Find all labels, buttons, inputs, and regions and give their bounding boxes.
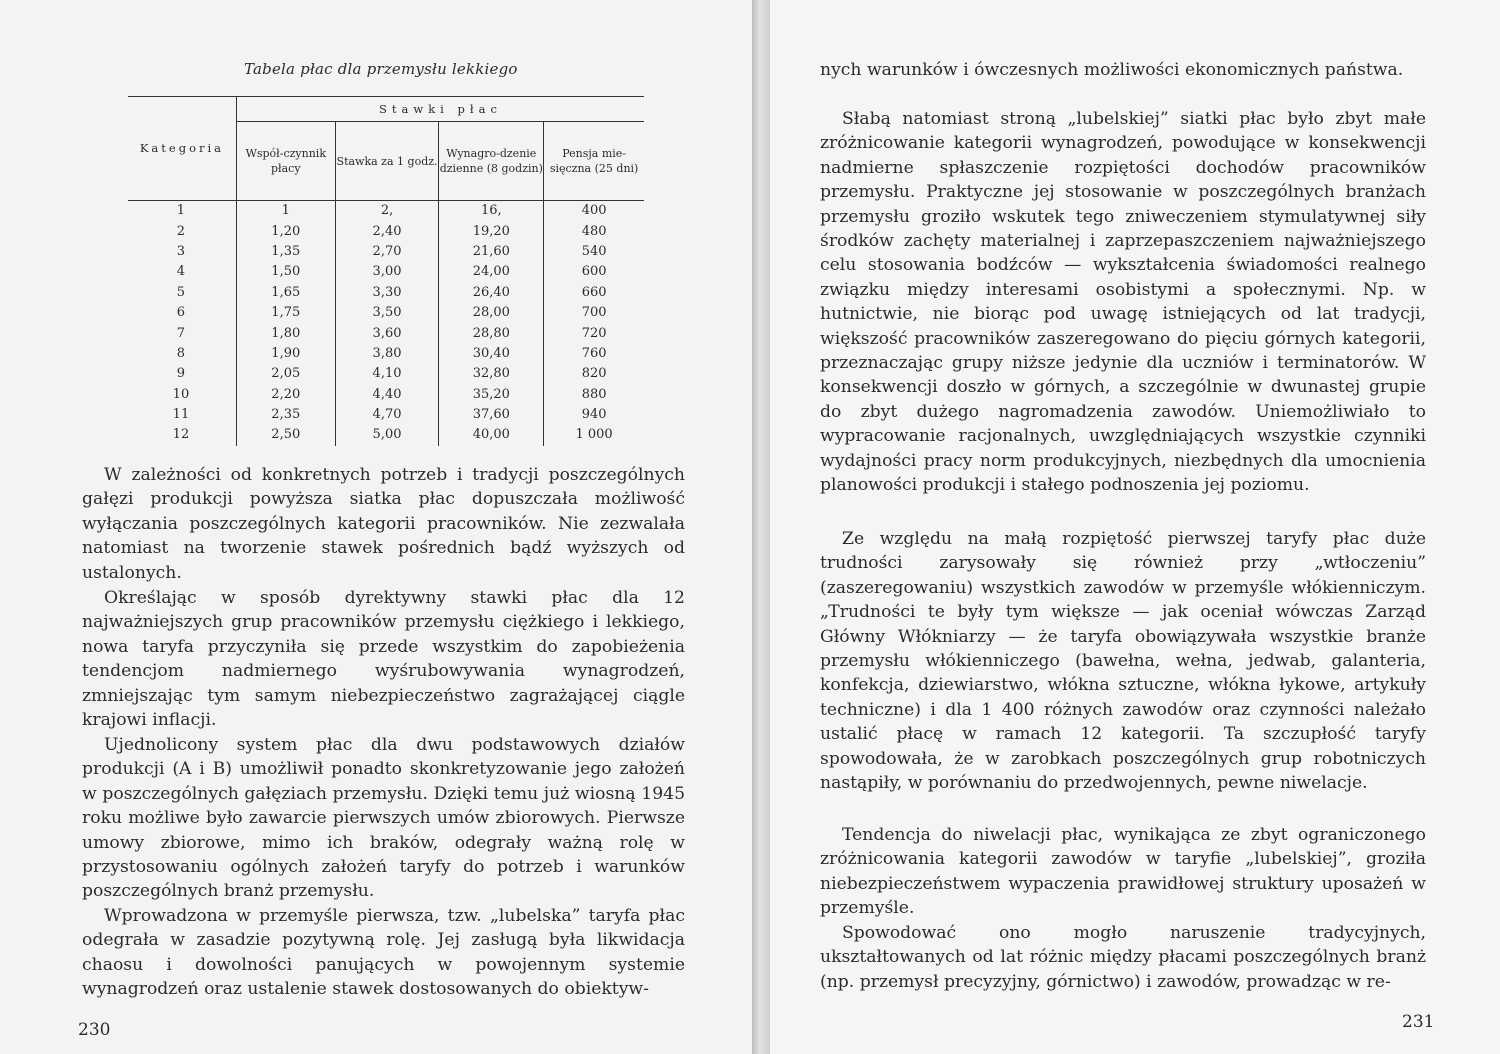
left-paragraph-2: Określając w sposób dyrektywny stawki płac dla 12 najważniejszych grup pracowników przemysłu ciężkiego i lekkiego, nowa taryfa przyczyniła się przede wszystkim do zapobieżenia tendencjom nadmiernego wyśrubowywania wynagrodzeń, zmniejszając tym samym niebezpieczeństwo zagrażającej ciągle krajowi inflacji.	[82, 588, 685, 731]
table-cell: 2	[176, 223, 186, 239]
table-cell: 2,50	[236, 425, 335, 445]
right-paragraph-2: Słabą natomiast stroną „lubelskiej” siatki płac było zbyt małe zróżnicowanie kategorii wynagrodzeń, powodujące w konsekwencji nadmierne spłaszczenie rozpiętości dochodów pracowników przemysłu. Praktyczne jej stosowanie w poszczególnych branżach przemysłu groziło wskutek tego zniweczeniem stymulatywnej siły środków zachęty materialnej i zaprzepaszczeniem najważniejszego celu stosowania bodźców — wykształcenia świadomości realnego związku między interesami osobistymi a społecznymi. Np. w hutnictwie, nie biorąc pod uwagę istniejących od lat tradycji, większość pracowników zaszeregowano do pięciu górnych kategorii, przeznaczając grupy niższe jedynie dla uczniów i terminatorów. W konsekwencji doszło w górnych, a szczególnie w dwunastej grupie do zbyt dużego nagromadzenia zawodów. Uniemożliwiało to wypracowanie racjonalnych, uwzględniających wszystkie czynniki wydajności pracy norm produkcyjnych, niezbędnych dla umocnienia planowości produkcji i stałego podnoszenia jej poziomu.	[820, 109, 1426, 496]
right-page	[770, 0, 1500, 1054]
table-row	[128, 221, 644, 241]
table-cell: 40,00	[439, 425, 544, 445]
subheader-daily-pay: Wynagro-dzenie dzienne (8 godzin)	[439, 122, 544, 201]
table-cell: 1,20	[236, 221, 335, 241]
table-cell: 2,70	[335, 242, 439, 262]
table-row	[128, 405, 644, 425]
table-cell: 1,50	[236, 262, 335, 282]
right-paragraph-4: Tendencja do niwelacji płac, wynikająca ze zbyt ograniczonego zróżnicowania kategorii zawodów w taryfie „lubelskiej”, groziła niebezpieczeństwem wypaczenia prawidłowej struktury uposażeń w przemyśle.	[820, 825, 1426, 919]
table-cell: 32,80	[439, 364, 544, 384]
table-row	[128, 364, 644, 384]
table-cell: 1,35	[236, 242, 335, 262]
right-paragraph-3: Ze względu na małą rozpiętość pierwszej taryfy płac duże trudności zarysowały się również przy „wtłoczeniu” (zaszeregowaniu) wszystkich zawodów w przemyśle włókienniczym. „Trudności te były tym większe — jak oceniał wówczas Zarząd Główny Włókniarzy — że taryfa obowiązywała wszystkie branże przemysłu włókienniczego (bawełna, wełna, jedwab, galanteria, konfekcja, dziewiarstwo, włókna sztuczne, włókna łykowe, artykuły techniczne) i dla 1 400 różnych zawodów oraz czynności należało ustalić płacę w ramach 12 kategorii. Ta szczupłość taryfy spowodowała, że w zarobkach poszczególnych grup robotniczych nastąpiły, w porównaniu do przedwojennych, pewne niwelacje.	[820, 529, 1426, 794]
table-cell: 10	[172, 386, 190, 402]
book-gutter	[752, 0, 770, 1054]
table-cell: 16,	[439, 201, 544, 222]
table-cell: 2,40	[335, 221, 439, 241]
table-cell: 28,00	[439, 303, 544, 323]
table-cell: 600	[544, 262, 644, 282]
table-cell: 2,05	[236, 364, 335, 384]
page-number-right: 231	[1402, 1012, 1435, 1032]
table-cell: 1,75	[236, 303, 335, 323]
table-row	[128, 283, 644, 303]
table-cell: 2,35	[236, 405, 335, 425]
table-cell: 12	[172, 427, 190, 443]
subheader-monthly-salary: Pensja mie-sięczna (25 dni)	[544, 122, 644, 201]
table-cell: 400	[544, 201, 644, 222]
table-cell: 26,40	[439, 283, 544, 303]
table-cell: 6	[176, 305, 186, 321]
table-cell: 5,00	[335, 425, 439, 445]
table-row	[128, 262, 644, 282]
table-cell: 1,65	[236, 283, 335, 303]
table-cell: 540	[544, 242, 644, 262]
table-cell: 2,20	[236, 385, 335, 405]
header-group: Stawki płac	[236, 97, 644, 122]
table-cell: 8	[176, 345, 186, 361]
table-cell: 1	[176, 203, 186, 219]
table-cell: 940	[544, 405, 644, 425]
left-paragraph-3: Ujednolicony system płac dla dwu podstawowych działów produkcji (A i B) umożliwił ponadto skonkretyzowanie jego założeń w poszczególnych gałęziach przemysłu. Dzięki temu już wiosną 1945 roku możliwe było zawarcie pierwszych umów zbiorowych. Pierwsze umowy zbiorowe, mimo ich braków, odegrały ważną rolę w przystosowaniu ogólnych założeń taryfy do potrzeb i warunków poszczególnych branż przemysłu.	[82, 735, 685, 902]
table-cell: 19,20	[439, 221, 544, 241]
right-paragraph-5: Spowodować ono mogło naruszenie tradycyjnych, ukształtowanych od lat różnic między płacami poszczególnych branż (np. przemysł precyzyjny, górnictwo) i zawodów, prowadząc w re-	[820, 923, 1426, 992]
table-cell: 1,90	[236, 344, 335, 364]
table-cell: 3,00	[335, 262, 439, 282]
table-row	[128, 425, 644, 445]
right-paragraph-1: nych warunków i ówczesnych możliwości ekonomicznych państwa.	[820, 60, 1404, 80]
page-number-left: 230	[78, 1020, 111, 1040]
table-row	[128, 201, 644, 222]
table-cell: 480	[544, 221, 644, 241]
table-title: Tabela płac dla przemysłu lekkiego	[244, 60, 518, 78]
wage-table	[128, 96, 644, 446]
table-row	[128, 385, 644, 405]
left-paragraph-1: W zależności od konkretnych potrzeb i tradycji poszczególnych gałęzi produkcji powyższa siatka płac dopuszczała możliwość wyłączania poszczególnych kategorii pracowników. Nie zezwalała natomiast na tworzenie stawek pośrednich bądź wyższych od ustalonych.	[82, 465, 685, 583]
table-cell: 3,30	[335, 283, 439, 303]
left-paragraph-4: Wprowadzona w przemyśle pierwsza, tzw. „lubelska” taryfa płac odegrała w zasadzie pozytywną rolę. Jej zasługą była likwidacja chaosu i dowolności panujących w powojennym systemie wynagrodzeń oraz ustalenie stawek dostosowanych do obiektyw-	[82, 906, 685, 1000]
subheader-coefficient: Współ-czynnik płacy	[236, 122, 335, 201]
table-cell: 660	[544, 283, 644, 303]
table-cell: 1	[236, 201, 335, 222]
table-cell: 3,60	[335, 323, 439, 343]
table-row	[128, 323, 644, 343]
table-cell: 4,70	[335, 405, 439, 425]
table-cell: 700	[544, 303, 644, 323]
table-cell: 35,20	[439, 385, 544, 405]
table-cell: 5	[176, 284, 186, 300]
table-cell: 720	[544, 323, 644, 343]
table-cell: 3	[176, 243, 186, 259]
table-cell: 820	[544, 364, 644, 384]
table-cell: 4,10	[335, 364, 439, 384]
header-category: Kategoria	[128, 97, 236, 201]
table-cell: 1 000	[544, 425, 644, 445]
table-cell: 4	[176, 264, 186, 280]
table-cell: 7	[176, 325, 186, 341]
table-row	[128, 344, 644, 364]
table-row	[128, 242, 644, 262]
table-cell: 3,50	[335, 303, 439, 323]
table-cell: 760	[544, 344, 644, 364]
table-row	[128, 303, 644, 323]
table-cell: 4,40	[335, 385, 439, 405]
table-cell: 30,40	[439, 344, 544, 364]
table-cell: 21,60	[439, 242, 544, 262]
table-cell: 24,00	[439, 262, 544, 282]
table-cell: 2,	[335, 201, 439, 222]
table-cell: 880	[544, 385, 644, 405]
table-cell: 37,60	[439, 405, 544, 425]
table-cell: 11	[172, 407, 190, 423]
table-cell: 9	[176, 366, 186, 382]
table-cell: 1,80	[236, 323, 335, 343]
table-cell: 3,80	[335, 344, 439, 364]
subheader-hourly-rate: Stawka za 1 godz.	[335, 122, 439, 201]
table-cell: 28,80	[439, 323, 544, 343]
